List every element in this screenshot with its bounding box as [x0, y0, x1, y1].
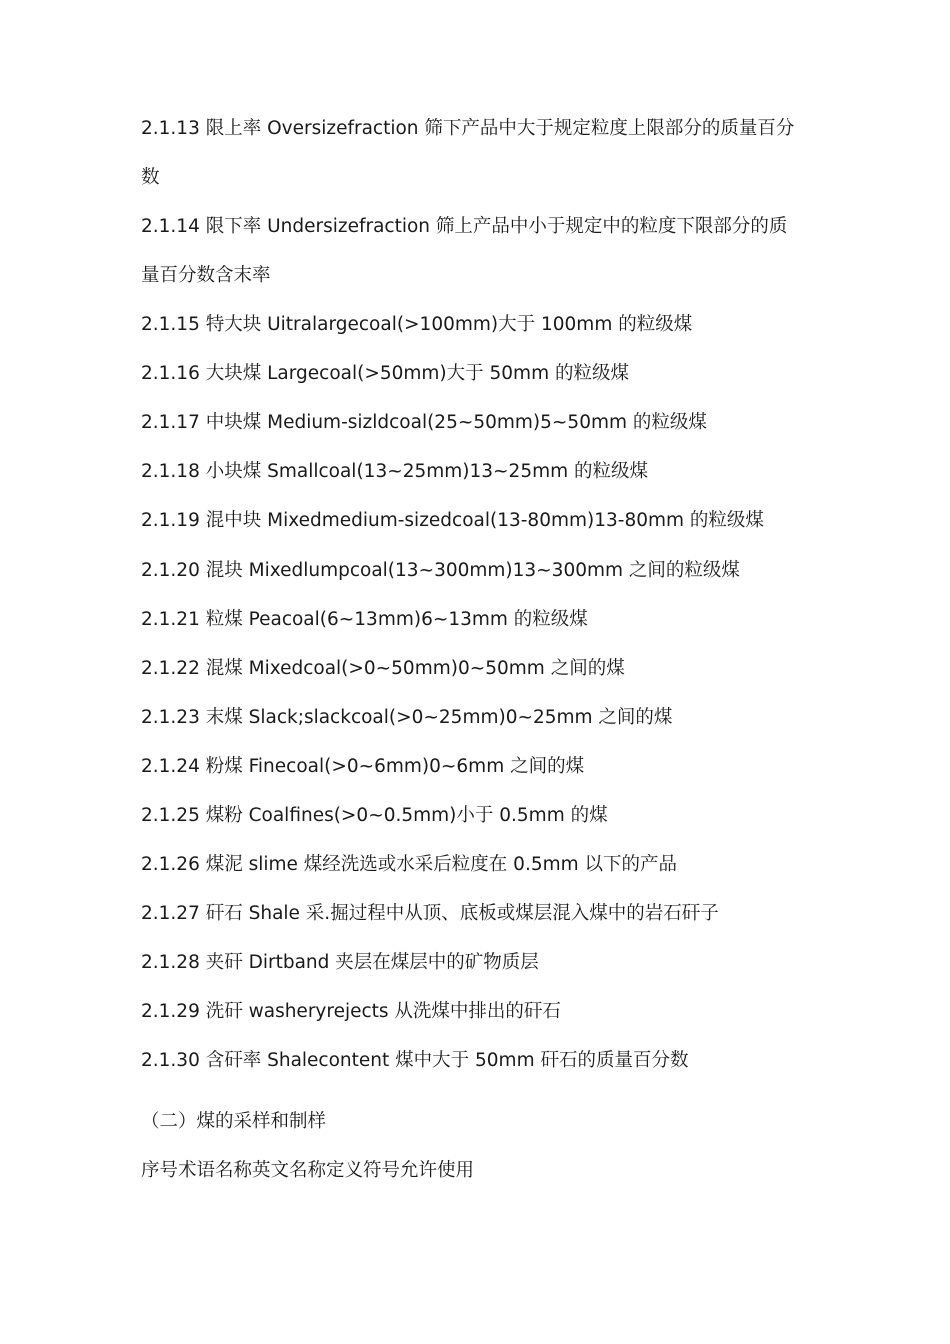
text-line-2-1-23: 2.1.23 末煤 Slack;slackcoal(>0~25mm)0~25mm 之间的煤	[141, 707, 673, 728]
text-line-2-1-14-cont: 量百分数含末率	[141, 265, 271, 286]
text-line-2-1-30: 2.1.30 含矸率 Shalecontent 煤中大于 50mm 矸石的质量百分数	[141, 1050, 689, 1071]
text-line-2-1-15: 2.1.15 特大块 Uitralargecoal(>100mm)大于 100mm 的粒级煤	[141, 314, 693, 335]
text-line-2-1-26: 2.1.26 煤泥 slime 煤经洗选或水采后粒度在 0.5mm 以下的产品	[141, 854, 678, 875]
text-line-2-1-13: 2.1.13 限上率 Oversizefraction 筛下产品中大于规定粒度上限部分的质量百分	[141, 118, 795, 139]
text-line-2-1-27: 2.1.27 矸石 Shale 采.掘过程中从顶、底板或煤层混入煤中的岩石矸子	[141, 903, 719, 924]
text-line-2-1-28: 2.1.28 夹矸 Dirtband 夹层在煤层中的矿物质层	[141, 952, 539, 973]
text-line-2-1-18: 2.1.18 小块煤 Smallcoal(13~25mm)13~25mm 的粒级煤	[141, 461, 649, 482]
text-line-2-1-20: 2.1.20 混块 Mixedlumpcoal(13~300mm)13~300mm 之间的粒级煤	[141, 560, 740, 581]
text-line-2-1-16: 2.1.16 大块煤 Largecoal(>50mm)大于 50mm 的粒级煤	[141, 363, 629, 384]
text-line-2-1-14: 2.1.14 限下率 Undersizefraction 筛上产品中小于规定中的粒度下限部分的质	[141, 216, 788, 237]
text-line-2-1-21: 2.1.21 粒煤 Peacoal(6~13mm)6~13mm 的粒级煤	[141, 609, 588, 630]
text-line-2-1-25: 2.1.25 煤粉 Coalfines(>0~0.5mm)小于 0.5mm 的煤	[141, 805, 608, 826]
text-line-2-1-13-cont: 数	[141, 167, 160, 188]
text-line-2-1-24: 2.1.24 粉煤 Finecoal(>0~6mm)0~6mm 之间的煤	[141, 756, 585, 777]
text-line-2-1-29: 2.1.29 洗矸 washeryrejects 从洗煤中排出的矸石	[141, 1001, 561, 1022]
table-header-text: 序号术语名称英文名称定义符号允许使用	[141, 1160, 475, 1181]
text-line-2-1-17: 2.1.17 中块煤 Medium-sizldcoal(25~50mm)5~50mm 的粒级煤	[141, 412, 707, 433]
text-line-2-1-22: 2.1.22 混煤 Mixedcoal(>0~50mm)0~50mm 之间的煤	[141, 658, 625, 679]
section-heading: （二）煤的采样和制样	[141, 1111, 327, 1132]
text-line-2-1-19: 2.1.19 混中块 Mixedmedium-sizedcoal(13-80mm)13-80mm 的粒级煤	[141, 510, 764, 531]
